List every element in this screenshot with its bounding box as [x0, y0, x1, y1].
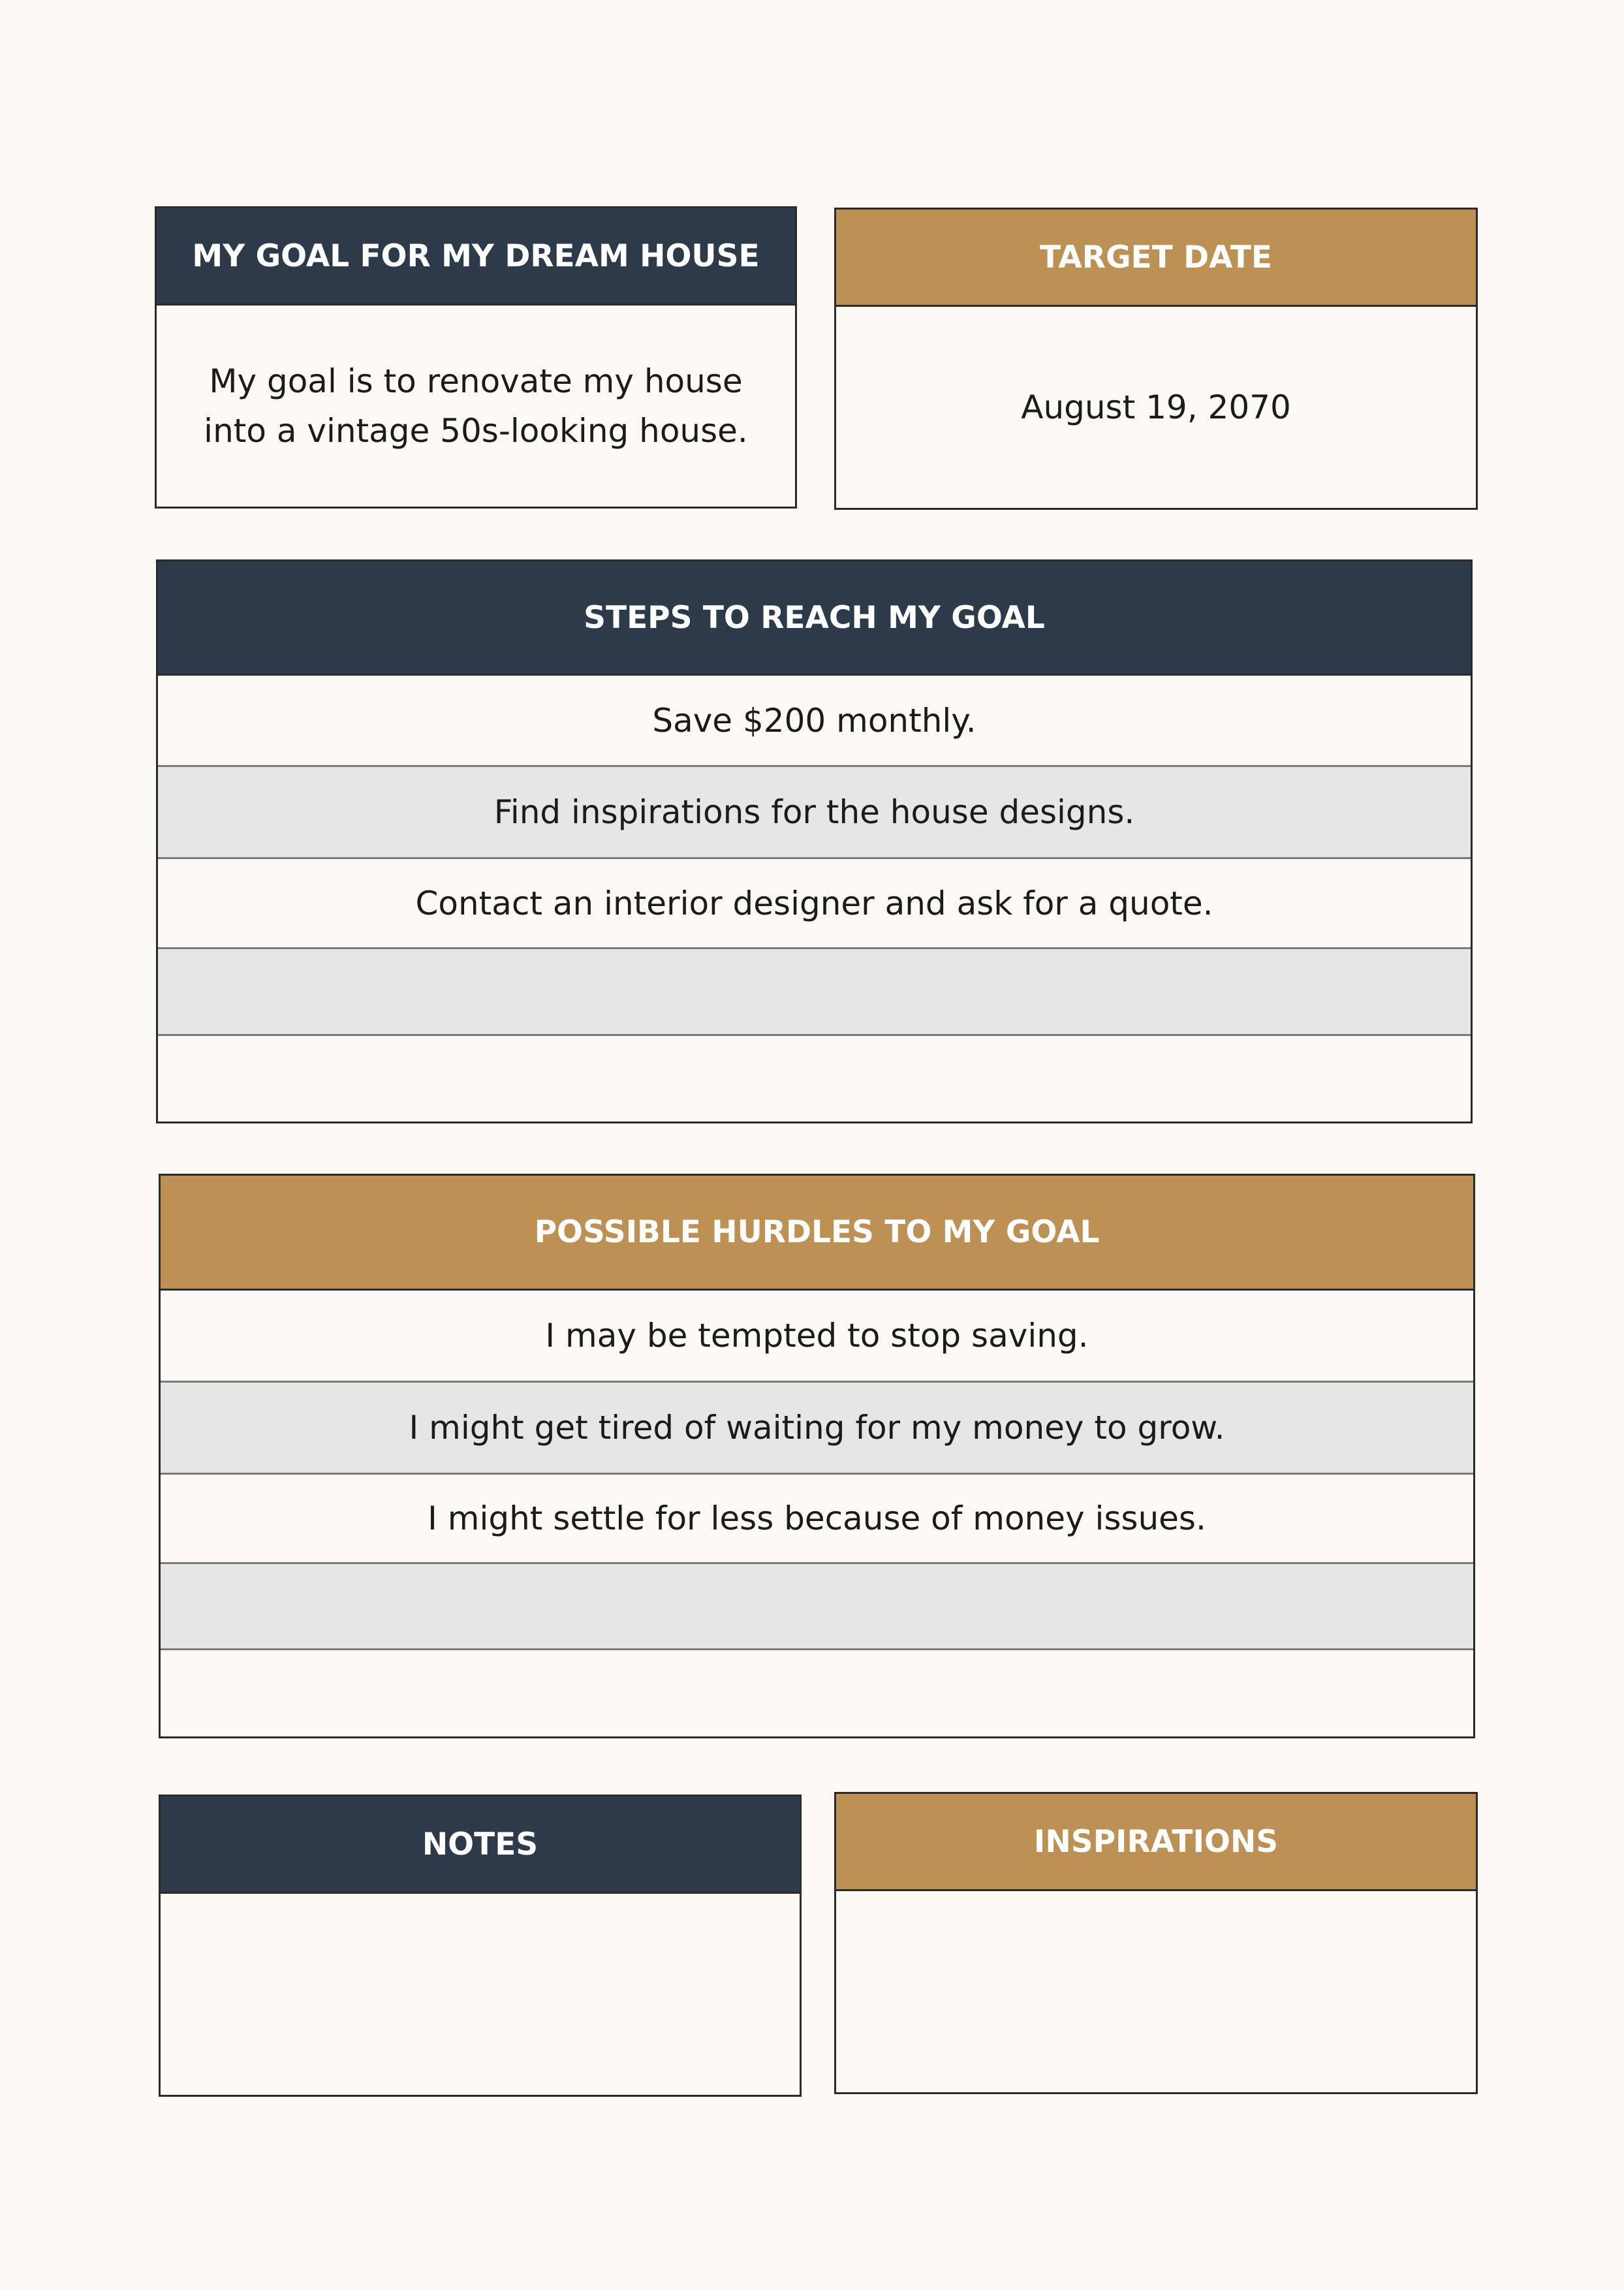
steps-list — [158, 676, 1471, 1121]
steps-row[interactable] — [158, 949, 1471, 1036]
steps-row[interactable]: Find inspirations for the house designs. — [158, 767, 1471, 859]
hurdles-box — [159, 1174, 1475, 1738]
inspirations-header: INSPIRATIONS — [836, 1794, 1476, 1891]
inspirations-area[interactable] — [836, 1891, 1476, 2092]
steps-header: STEPS TO REACH MY GOAL — [158, 561, 1471, 676]
steps-row[interactable]: Save $200 monthly. — [158, 676, 1471, 767]
steps-box — [156, 559, 1473, 1123]
notes-header: NOTES — [161, 1796, 800, 1894]
goal-header: MY GOAL FOR MY DREAM HOUSE — [157, 208, 795, 306]
steps-row[interactable]: Contact an interior designer and ask for a quote. — [158, 859, 1471, 949]
target-date-header: TARGET DATE — [836, 210, 1476, 307]
steps-row[interactable] — [158, 1036, 1471, 1121]
notes-box — [159, 1795, 802, 2097]
hurdles-row[interactable]: I might settle for less because of money issues. — [161, 1475, 1473, 1564]
target-date-value: August 19, 2070 — [1021, 388, 1291, 426]
hurdles-row[interactable]: I might get tired of waiting for my money to grow. — [161, 1383, 1473, 1475]
target-date-text[interactable] — [836, 307, 1476, 508]
hurdles-row[interactable]: I may be tempted to stop saving. — [161, 1291, 1473, 1383]
goal-text[interactable] — [157, 306, 795, 507]
hurdles-row[interactable] — [161, 1564, 1473, 1650]
inspirations-box — [834, 1792, 1478, 2094]
hurdles-list — [161, 1291, 1473, 1736]
notes-area[interactable] — [161, 1894, 800, 2095]
hurdles-row[interactable] — [161, 1650, 1473, 1736]
goal-text-value: My goal is to renovate my house into a vintage 50s-looking house. — [204, 362, 748, 450]
hurdles-header: POSSIBLE HURDLES TO MY GOAL — [161, 1176, 1473, 1291]
goal-box — [155, 206, 797, 509]
target-date-box — [834, 208, 1478, 510]
